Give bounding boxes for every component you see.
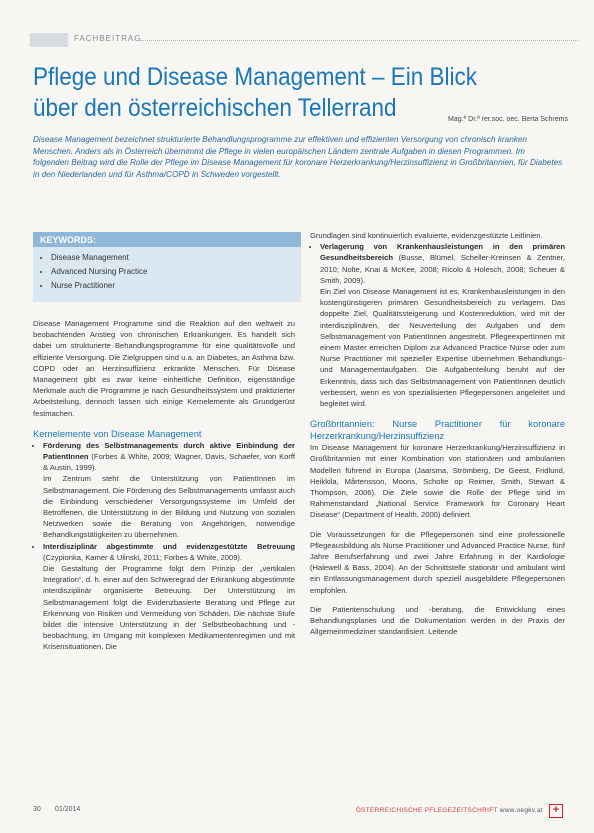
paragraph: Im Disease Management für koronare Herzerkrankung/Herzinsuffizienz in Großbritannien mit einer Kombination von stationären und ambulanten Modellen führend in Europa (Jaarsma, Strömberg, De Geest, Fridlund, Heikkila, Mårtensson, Moons, Scholte op Reimer, Smith, Stewart & Thompson, 2006). Die Ziele sowie die Rolle der Pflege sind im Rahmenstandard „National Service Framework for Coronary Heart Disease“ (Department of Health, 2000) definiert. bbox=[310, 443, 565, 520]
keyword-item: • Nurse Practitioner bbox=[51, 279, 293, 293]
lead-paragraph: Disease Management bezeichnet strukturierte Behandlungsprogramme zur effektiven und effizienten Versorgung von chronisch kranken Menschen. Anders als in Österreich übernimmt die Pflege in vielen europäischen Ländern zentrale Aufgaben in diesen Programmen. Im folgenden Beitrag wird die Rolle der Pflege im Disease Management für koronare Herzerkrankung/Herzinsuffizienz in Großbritannien, für Diabetes in den Niederlanden und für Asthma/COPD in Schweden vorgestellt. bbox=[33, 135, 563, 179]
header-tab bbox=[30, 33, 68, 47]
citation: (Forbes & White, 2009; Wagner, Davis, Schaefer, von Korff & Austin, 1999). bbox=[43, 452, 295, 473]
rubric-label: FACHBEITRAG bbox=[74, 34, 142, 43]
article-title: Pflege und Disease Management – Ein Blick über den österreichischen Tellerrand bbox=[33, 63, 478, 122]
citation: (Czypionka, Kamer & Ulinski, 2011; Forbes & White, 2009). bbox=[43, 552, 243, 562]
header-rule bbox=[140, 40, 578, 41]
page-footer bbox=[33, 804, 563, 818]
keyword-item: • Disease Management bbox=[51, 251, 293, 265]
keywords-heading: KEYWORDS: bbox=[33, 232, 301, 247]
paragraph: Die Voraussetzungen für die Pflegepersonen sind eine professionelle Pflegeausbildung als Nurse Practitioner und Advanced Practice Nurse, fünf Jahre Berufserfahrung und zwei Jahre Erfahrung in der Kardiologie (Halewell & Bass, 2004). An der Schnittstelle stationär und ambulant wird ein Entlassungsmanagement durch speziell ausgebildete Pflegepersonen empfohlen. bbox=[310, 529, 565, 595]
bullet-heading: Interdisziplinär abgestimmte und evidenzgestützte Betreuung bbox=[43, 541, 295, 551]
keywords-box bbox=[33, 232, 301, 302]
section-heading: Großbritannien: Nurse Practitioner für koronare Herzerkrankung/Herzinsuffizienz bbox=[310, 419, 565, 442]
header-bar bbox=[30, 33, 578, 47]
paragraph: Die Gestaltung der Programme folgt dem Prinzip der „vertikalen Integration“, d. h. einer auf den Schweregrad der Erkrankung abgestimmte interdisziplinär organisierte Betreuung. Der Unterstützung im Selbstmanagement folgt die Evidenzbasierte Beratung und Pflege zur Erkennung von Risiken und Vermeidung von Schäden. Die nächste Stufe bildet die intensive Unterstützung in der Selbstbeobachtung und -beobachtung, im Umgang mit komplexen Medikamentenregimen und mit Krisensituationen. Die bbox=[43, 564, 295, 652]
keyword-item: • Advanced Nursing Practice bbox=[51, 265, 293, 279]
issue-number: 01/2014 bbox=[55, 806, 81, 813]
citation: (Busse, Blümel, Scheller-Kreinsen & Zentner, 2010; Nolte, Knai & McKee, 2008; Ricolo & Holesch, 2008; Scheuer & Smith, 2009). bbox=[320, 253, 565, 285]
right-column bbox=[310, 230, 565, 638]
paragraph: Im Zentrum steht die Unterstützung von PatientInnen im Selbstmanagement. Die Förderung des Selbstmanagements umfasst auch die Einbindung verschiedener Versorgungssysteme im Umfeld der Betroffenen, die Unterstützung in der Bildung und Nutzung von sozialen Netzwerken sowie die Beratung von Angehörigen, notwendige Behandlungstätigkeiten zu übernehmen. bbox=[43, 474, 295, 540]
cross-logo-icon: + bbox=[549, 804, 563, 818]
bullet-heading: Verlagerung von Krankenhausleistungen in den primären Gesundheitsbereich bbox=[320, 242, 565, 263]
core-elements-list bbox=[33, 440, 295, 653]
journal-title: ÖSTERREICHISCHE PFLEGEZEITSCHRIFT bbox=[355, 807, 498, 814]
core-elements-list-continued bbox=[310, 241, 565, 409]
author: Mag.ª Dr.ª rer.soc. oec. Berta Schrems bbox=[448, 116, 568, 123]
keywords-body bbox=[33, 247, 301, 302]
journal-url: www.oegkv.at bbox=[499, 807, 543, 814]
intro-paragraph: Disease Management Programme sind die Reaktion auf den weltweit zu beobachtenden Anstieg von chronischen Erkrankungen. Es handelt sich dabei um strukturierte Behandlungsprogramme für eine qualitätsvolle und effiziente Versorgung. Die Zielgruppen sind u.a. an Diabetes, an Asthma bzw. COPD oder an Herzinsuffizienz erkrankte Menschen. Für Disease Management gibt es zwar keine einheitliche Definition, eigenständige Merkmale auch die Programme je nach Gesundheitssystem und praktizierter Arbeitsteilung, dennoch lassen sich einige Kernelemente als Grundgerüst festmachen. bbox=[33, 319, 295, 418]
bullet-heading: Förderung des Selbstmanagements durch aktive Einbindung der PatientInnen bbox=[43, 440, 295, 462]
page-number: 30 bbox=[33, 806, 41, 813]
list-item bbox=[43, 541, 295, 653]
journal-name bbox=[356, 807, 543, 814]
paragraph: Ein Ziel von Disease Management ist es, Krankenhausleistungen in den kostengünstigeren primären Gesundheitsbereich zu verlagern. Das doppelte Ziel, Qualitätssteigerung und Kostenreduktion, wird mit der interdisziplinären, der Neuverteilung der Aufgaben und dem Selbstmanagement von PatientInnen angestrebt. PflegeexpertInnen mit einem Master erreichen Diplom zur Advanced Practice Nurse oder zum Nurse Practitioner mit spezieller Expertise übernehmen Behandlungs- und Managementaufgaben. Die Aufgabenteilung beruht auf der Erkenntnis, dass sich das Selbstmanagement von PatientInnen deutlich verbessert, wenn es von spezialisierten Pflegepersonen angeleitet und begleitet wird. bbox=[320, 287, 565, 409]
list-item bbox=[43, 440, 295, 541]
keywords-list bbox=[41, 251, 293, 293]
list-item bbox=[320, 241, 565, 409]
paragraph: Grundlagen sind kontinuierlich evaluierte, evidenzgestützte Leitlinien. bbox=[310, 231, 543, 240]
paragraph: Die Patientenschulung und -beratung, die Entwicklung eines Behandlungsplanes und die Dokumentation werden in der Praxis der Allgemeinmediziner standardisiert. Leitende bbox=[310, 604, 565, 637]
section-heading: Kernelemente von Disease Management bbox=[33, 428, 202, 439]
left-column bbox=[33, 318, 295, 653]
